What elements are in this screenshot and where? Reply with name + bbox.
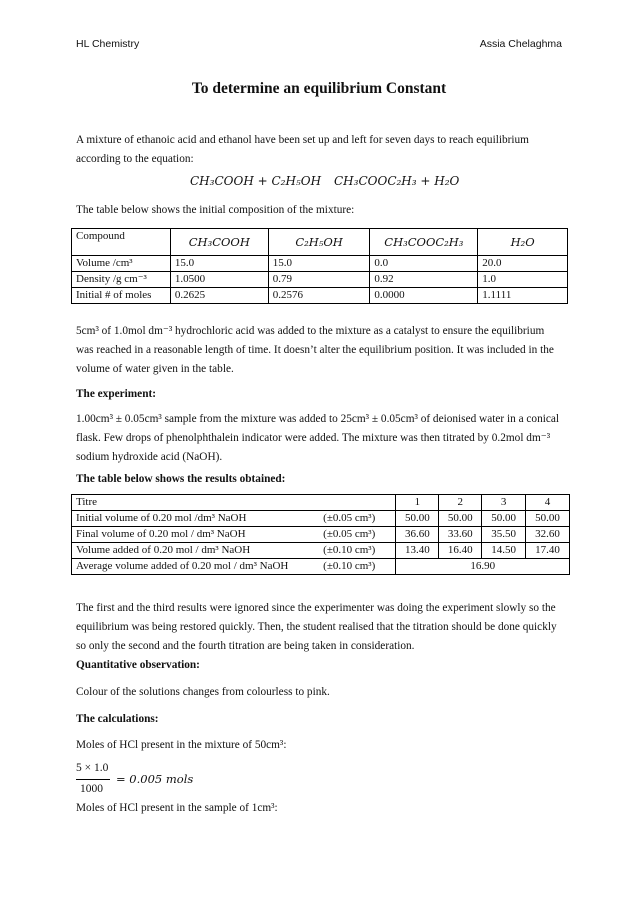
table1-intro: The table below shows the initial composition of the mixture: [76,204,355,216]
table-cell: 17.40 [526,543,570,559]
table-cell: 50.00 [396,511,439,527]
table-header-cell: 2 [439,495,482,511]
table-row [72,272,568,288]
table-cell: 1.0500 [170,272,268,288]
table-header-cell: Compound [72,229,171,256]
equation-products: CH₃COOC₂H₃ + H₂O [334,174,460,188]
composition-table [71,228,568,304]
calculation-line-2: Moles of HCl present in the sample of 1cm³: [76,802,278,814]
header-author: Assia Chelaghma [479,38,562,50]
catalyst-paragraph: 5cm³ of 1.0mol dm⁻³ hydrochloric acid was added to the mixture as a catalyst to ensure the equilibrium was reached in a reasonable length of time. It doesn’t alter the equilibrium position. It was included in the volume of water given in the table. [76,325,554,375]
table-header-cell: CH₃COOC₂H₃ [370,229,478,256]
table-cell: Volume added of 0.20 mol / dm³ NaOH [72,543,320,559]
table-row [72,256,568,272]
fraction-bar [76,779,110,780]
observation-text: Colour of the solutions changes from colourless to pink. [76,686,330,698]
intro-paragraph: A mixture of ethanoic acid and ethanol have been set up and left for seven days to reach equilibrium according to the equation: [76,134,529,165]
table-cell: Average volume added of 0.20 mol / dm³ NaOH [72,559,320,575]
table-cell: 16.40 [439,543,482,559]
table-header-row [72,229,568,256]
table-cell: 1.1111 [478,288,568,304]
table-header-cell: 1 [396,495,439,511]
table-header-cell: Titre [72,495,320,511]
header-course: HL Chemistry [76,38,140,50]
table-cell: 50.00 [439,511,482,527]
table-cell: (±0.05 cm³) [319,511,396,527]
table-cell: 20.0 [478,256,568,272]
results-heading: The table below shows the results obtained: [76,473,286,485]
ignored-results-paragraph: The first and the third results were ignored since the experimenter was doing the experiment slowly so the equilibrium was being restored quickly. Then, the student realised that the titration should be done quickly so only the second and the fourth titration are being taken in consideration. [76,602,557,652]
table-cell: 15.0 [170,256,268,272]
fraction-result: = 0.005 mols [116,772,194,786]
table-header-cell [319,495,396,511]
table-header-cell: H₂O [478,229,568,256]
experiment-heading: The experiment: [76,388,156,400]
calculation-line-1: Moles of HCl present in the mixture of 50cm³: [76,739,287,751]
table-cell: 1.0 [478,272,568,288]
table-cell: 0.0000 [370,288,478,304]
table-cell: 0.92 [370,272,478,288]
table-header-cell: CH₃COOH [170,229,268,256]
observation-heading: Quantitative observation: [76,659,200,671]
table-row [72,543,570,559]
table-cell: 32.60 [526,527,570,543]
table-row [72,511,570,527]
fraction-numerator: 5 × 1.0 [76,762,109,774]
table-header-cell: 3 [482,495,526,511]
table-row [72,527,570,543]
table-cell: Density /g cm⁻³ [72,272,171,288]
table-cell: Volume /cm³ [72,256,171,272]
table-header-row [72,495,570,511]
page-header [76,38,562,52]
table-cell: Final volume of 0.20 mol / dm³ NaOH [72,527,320,543]
table-header-cell: 4 [526,495,570,511]
table-cell: 36.60 [396,527,439,543]
page-title: To determine an equilibrium Constant [191,80,447,97]
table-cell: 0.79 [268,272,370,288]
table-cell: (±0.10 cm³) [319,543,396,559]
table-cell: 15.0 [268,256,370,272]
table-cell: 50.00 [526,511,570,527]
experiment-paragraph: 1.00cm³ ± 0.05cm³ sample from the mixture was added to 25cm³ ± 0.05cm³ of deionised water in a conical flask. Few drops of phenolphthalein indicator were added. The mixture was then titrated by 0.2mol dm⁻³ sodium hydroxide acid (NaOH). [76,413,560,463]
table-cell: 0.2576 [268,288,370,304]
table-cell: 50.00 [482,511,526,527]
table-cell: 14.50 [482,543,526,559]
table-cell: 35.50 [482,527,526,543]
table-row-average [72,559,570,575]
table-header-cell: C₂H₅OH [268,229,370,256]
table-cell: 33.60 [439,527,482,543]
table-cell: (±0.05 cm³) [319,527,396,543]
equation-reactants: CH₃COOH + C₂H₅OH [190,174,322,188]
table-cell: Initial # of moles [72,288,171,304]
table-row [72,288,568,304]
calculations-heading: The calculations: [76,713,159,725]
table-cell-average-value: 16.90 [396,559,570,575]
table-cell: 13.40 [396,543,439,559]
table-cell: Initial volume of 0.20 mol /dm³ NaOH [72,511,320,527]
results-table [71,494,570,575]
table-cell: (±0.10 cm³) [319,559,396,575]
table-cell: 0.0 [370,256,478,272]
table-cell: 0.2625 [170,288,268,304]
fraction-denominator: 1000 [80,783,103,795]
